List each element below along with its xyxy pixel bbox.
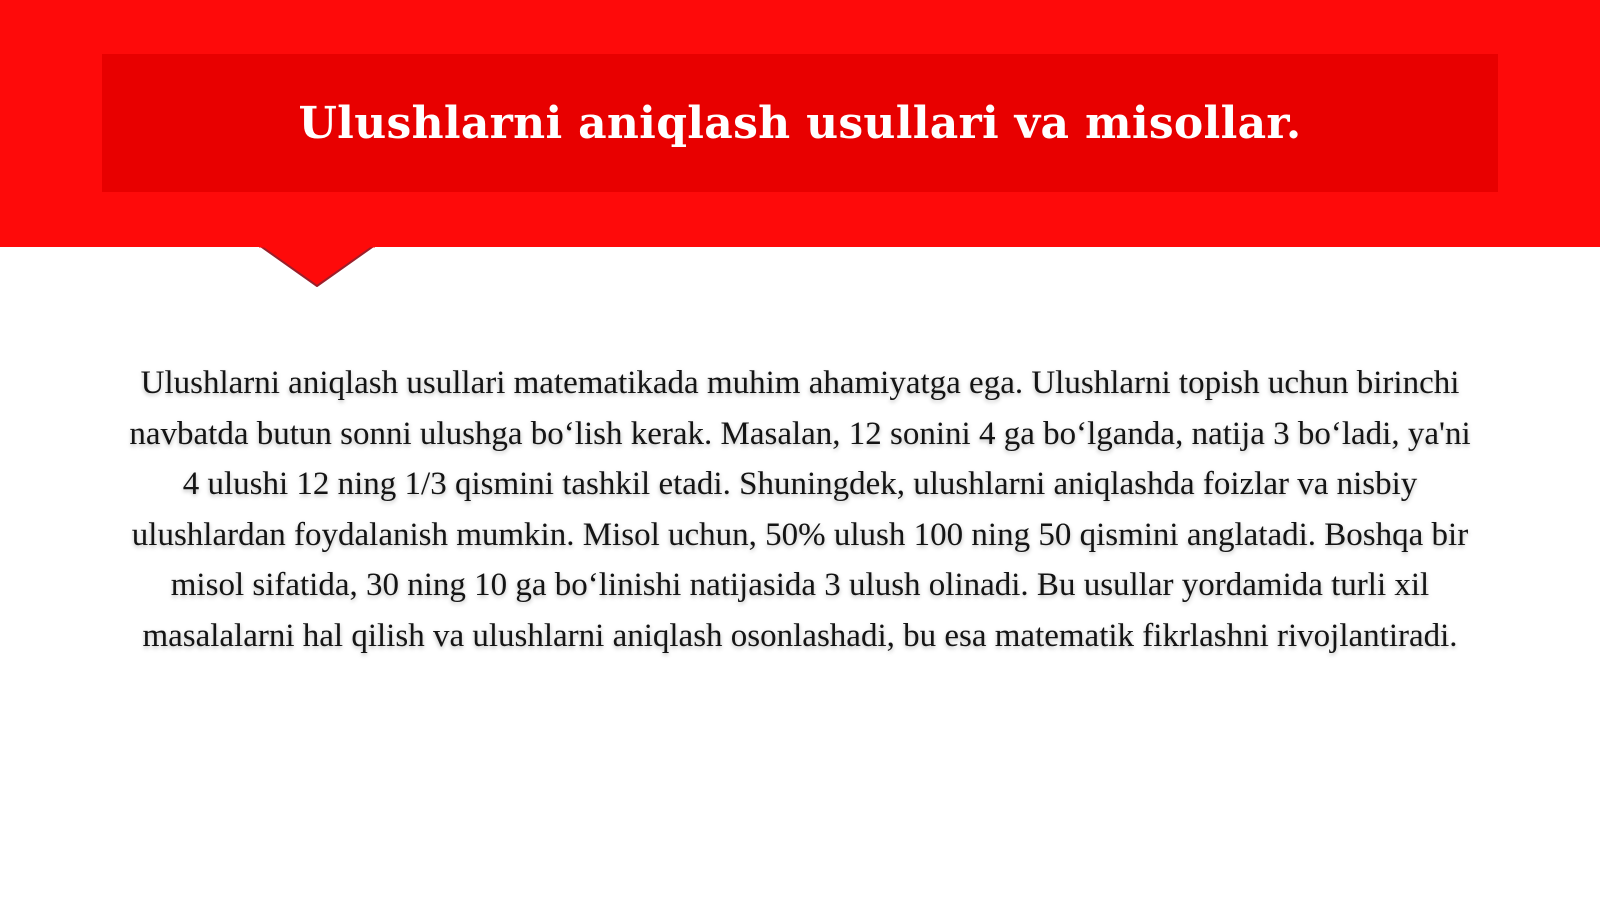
slide-body-text: Ulushlarni aniqlash usullari matematikada muhim ahamiyatga ega. Ulushlarni topish uchun birinchi navbatda butun sonni ulushga bo‘lish kerak. Masalan, 12 sonini 4 ga bo‘lganda, natija 3 bo‘ladi, ya'ni 4 ulushi 12 ning 1/3 qismini tashkil etadi. Shuningdek, ulushlarni aniqlashda foizlar va nisbiy ulushlardan foydalanish mumkin. Misol uchun, 50% ulush 100 ning 50 qismini anglatadi. Boshqa bir misol sifatida, 30 ning 10 ga bo‘linishi natijasida 3 ulush olinadi. Bu usullar yordamida turli xil masalalarni hal qilish va ulushlarni aniqlash osonlashadi, bu esa matematik fikrlashni rivojlantiradi. <box>129 365 1471 654</box>
slide-title: Ulushlarni aniqlash usullari va misollar. <box>298 97 1302 149</box>
banner-pointer-shape <box>259 245 375 287</box>
title-box <box>102 54 1498 192</box>
header-banner <box>0 0 1600 247</box>
